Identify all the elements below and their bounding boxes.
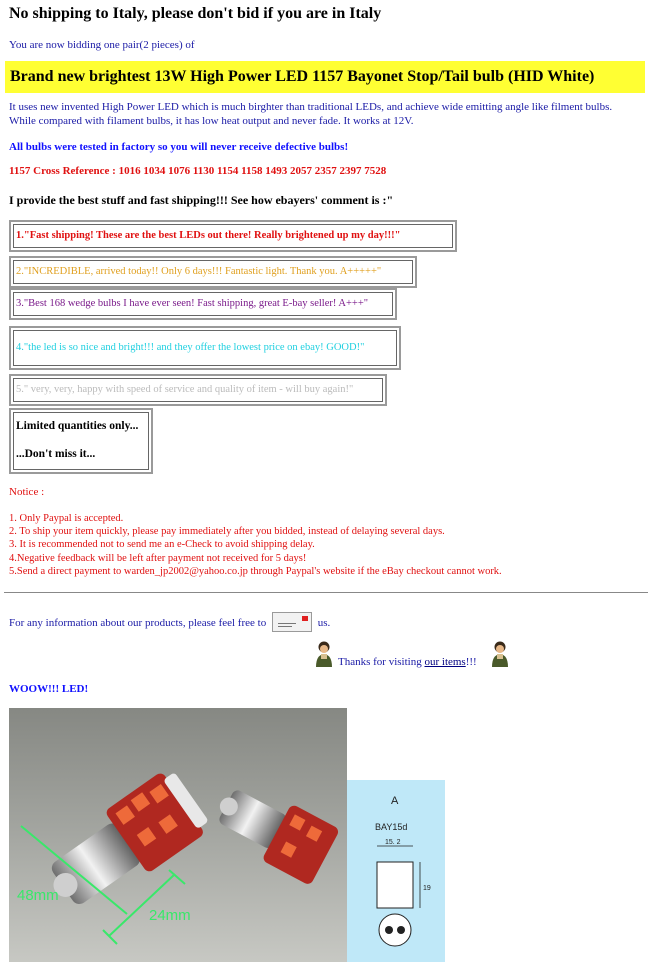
comment-text: 5." very, very, happy with speed of service and quality of item - will buy again!" [13,378,383,402]
divider [4,592,648,593]
comment-box-1 [9,220,457,252]
diagram-base: BAY15d [375,822,408,832]
woow-heading: WOOW!!! LED! [9,683,89,695]
shipping-warning: No shipping to Italy, please don't bid if you are in Italy [9,5,382,22]
limited-inner [13,412,149,470]
comment-text: 3."Best 168 wedge bulbs I have ever seen! Fast shipping, great E-bay seller! A+++" [13,292,393,316]
notice-item: 4.Negative feedback will be left after payment not received for 5 days! [9,552,307,564]
contact-line [9,612,330,632]
led-bulbs-image [9,708,347,962]
width-label: 24mm [149,907,191,924]
notice-item: 3. It is recommended not to send me an e-Check to avoid shipping delay. [9,539,315,551]
height-dimension: 19 [423,885,431,892]
cross-reference: 1157 Cross Reference : 1016 1034 1076 1130 1154 1158 1493 2057 2357 2397 7528 [9,165,387,177]
notice-item: 2. To ship your item quickly, please pay immediately after you bidded, instead of delaying several days. [9,526,445,538]
notice-item: 1. Only Paypal is accepted. [9,513,124,524]
notice-list [9,512,502,578]
provide-line: I provide the best stuff and fast shipping!!! See how ebayers' comment is :" [9,193,394,207]
comment-text: 2."INCREDIBLE, arrived today!! Only 6 days!!! Fantastic light. Thank you. A+++++" [13,260,413,284]
contact-text-after: us. [317,617,331,629]
led-bulb-photo [9,708,347,962]
notice-item: 5.Send a direct payment to warden_jp2002@yahoo.co.jp through Paypal's website if the eBay checkout cannot work. [9,565,502,577]
product-description: It uses new invented High Power LED which is much birghter than traditional LEDs, and achieve wide emitting angle like filment bulbs. While compared with filament bulbs, it has low heat output and never fade. It works at 12V. [9,101,613,127]
person-icon [489,640,511,668]
length-label: 48mm [17,887,59,904]
thanks-after: !!! [465,656,477,668]
bay15d-diagram [347,780,445,962]
thanks-text [338,656,477,668]
limited-line-2: ...Don't miss it... [16,448,96,461]
comment-box-2 [9,256,417,288]
comment-text: 1."Fast shipping! These are the best LEDs out there! Really brightened up my day!!!" [13,224,453,248]
limited-quantities-box [9,408,153,474]
thanks-before: Thanks for visiting [338,656,422,668]
bulb-dimension-diagram [347,780,445,962]
diagram-letter: A [391,795,399,807]
comment-text: 4."the led is so nice and bright!!! and they offer the lowest price on ebay! GOOD!" [13,330,397,366]
bidding-line: You are now bidding one pair(2 pieces) of [9,39,195,51]
comment-box-5 [9,374,387,406]
width-dimension: 15. 2 [385,839,401,846]
comment-box-3 [9,288,397,320]
product-title-bar [5,61,645,93]
notice-label: Notice : [9,486,45,498]
comment-box-4 [9,326,401,370]
envelope-icon[interactable] [272,612,312,632]
person-icon [313,640,335,668]
product-title: Brand new brightest 13W High Power LED 1157 Bayonet Stop/Tail bulb (HID White) [10,68,595,85]
tested-line: All bulbs were tested in factory so you will never receive defective bulbs! [9,141,349,153]
our-items-link[interactable]: our items [424,656,466,668]
contact-text-before: For any information about our products, please feel free to [9,617,267,629]
limited-line-1: Limited quantities only... [16,420,139,433]
